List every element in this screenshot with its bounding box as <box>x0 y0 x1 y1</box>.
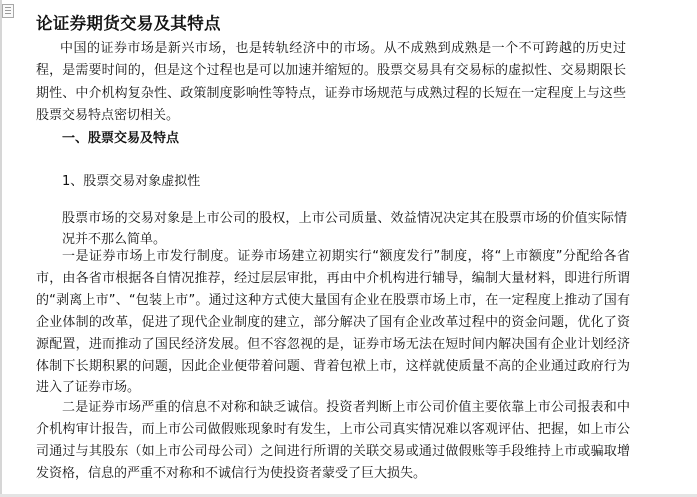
body-paragraph-1: 股票市场的交易对象是上市公司的股权，上市公司质量、效益情况决定其在股票市场的价值实际情况并不那么简单。 <box>62 211 627 247</box>
intro-paragraph: 中国的证券市场是新兴市场，也是转轨经济中的市场。从不成熟到成熟是一个不可跨越的历史过程，是需要时间的，但是这个过程也是可以加速并缩短的。股票交易具有交易标的虚拟性、交易期限长期性、中介机构复杂性、政策制度影响性等特点，证券市场规范与成熟过程的长短在一定程度上与这些股票交易特点密切相关。 <box>36 41 626 123</box>
subsection-heading: 1、股票交易对象虚拟性 <box>62 174 201 189</box>
document-title: 论证券期货交易及其特点 <box>36 14 221 33</box>
left-gutter <box>0 0 2 497</box>
body-paragraph-2: 一是证券市场上市发行制度。证券市场建立初期实行“额度发行”制度，将“上市额度”分配给各省市，由各省市根据各自情况推荐，经过层层审批，再由中介机构进行辅导，编制大量材料，即进行所谓的“剥离上市”、“包装上市”。通过这种方式使大量国有企业在股票市场上市，在一定程度上推动了国有企业体制的改革，促进了现代企业制度的建立，部分解决了国有企业改革过程中的资金问题，优化了资源配置，进而推动了国民经济发展。但不容忽视的是，证券市场无法在短时间内解决国有企业计划经济体制下长期积累的问题，因此企业便带着问题、背着包袱上市，这样就使质量不高的企业通过政府行为进入了证券市场。 <box>36 249 630 396</box>
document-icon <box>2 4 14 18</box>
section-heading: 一、股票交易及特点 <box>62 131 180 146</box>
body-paragraph-3: 二是证券市场严重的信息不对称和缺乏诚信。投资者判断上市公司价值主要依靠上市公司报表和中介机构审计报告，而上市公司做假账现象时有发生，上市公司真实情况难以客观评估、把握，如上市公司通过与其股东（如上市公司母公司）之间进行所谓的关联交易或通过做假账等手段维持上市或骗取增发资格，信息的严重不对称和不诚信行为使投资者蒙受了巨大损失。 <box>36 400 630 481</box>
